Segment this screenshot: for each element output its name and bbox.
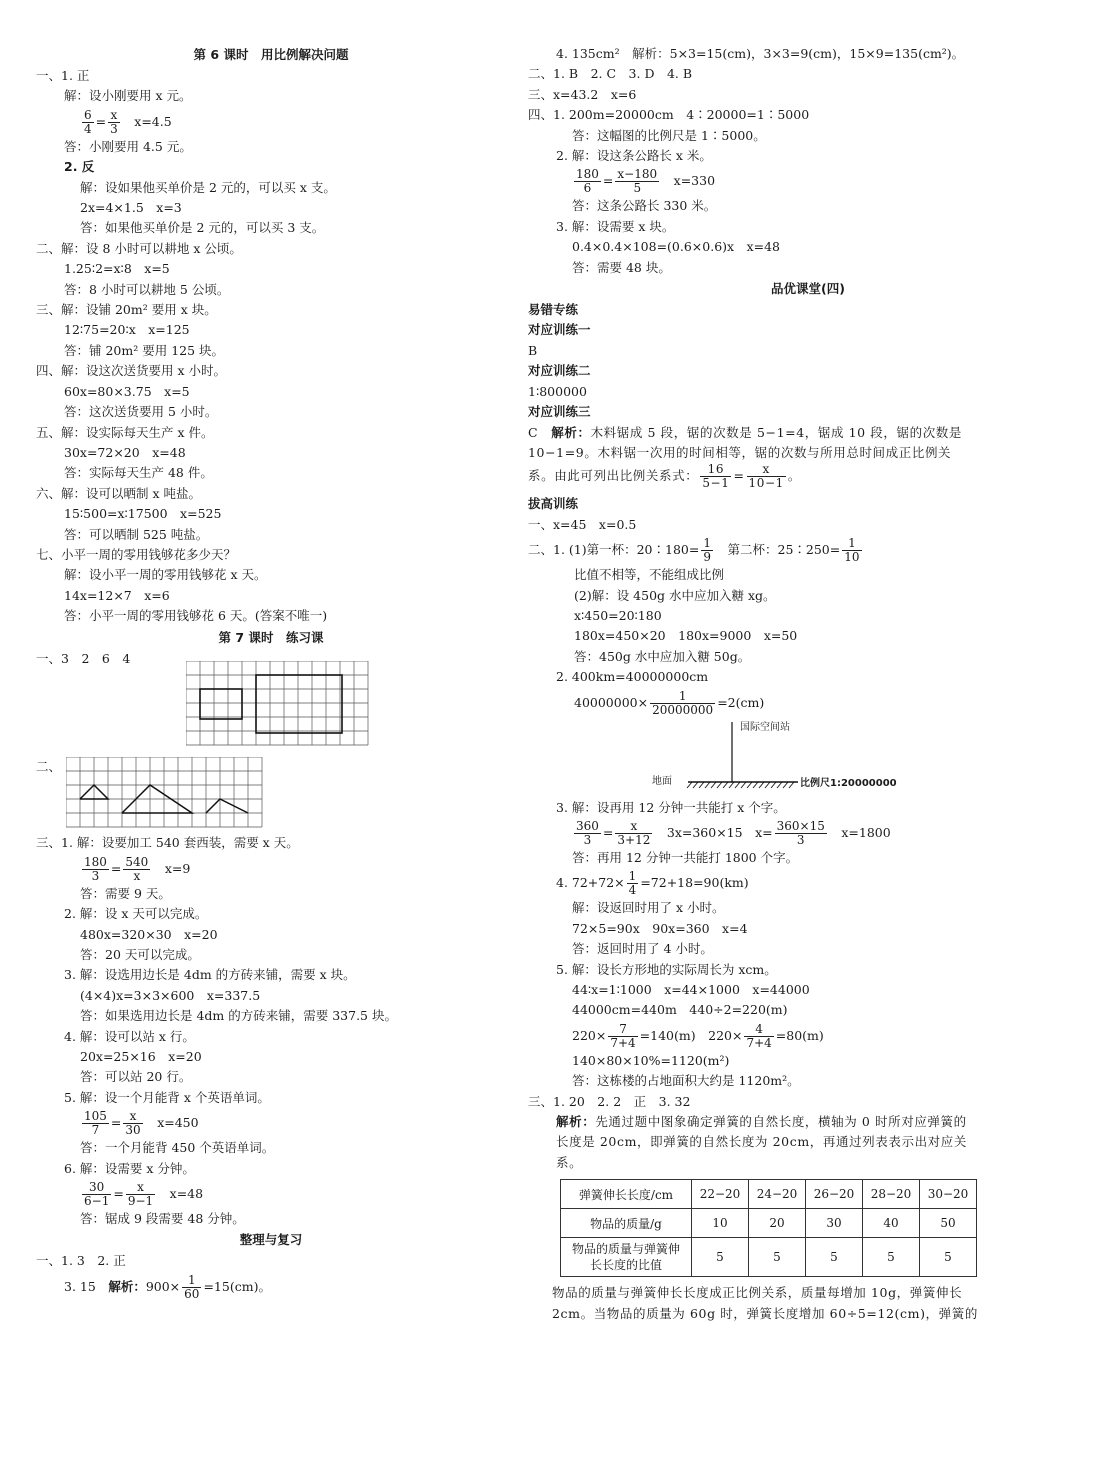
- table-cell: 28−20: [863, 1180, 920, 1209]
- answer-line: 三、1. 20 2. 2 正 3. 32: [528, 1093, 691, 1109]
- explanation-paragraph: 解析：先通过题中图象确定弹簧的自然长度，横轴为 0 时所对应弹簧的长度是 20cm，即弹簧的自然长度为 20cm，再通过列表表示出对应关系。: [556, 1114, 967, 1170]
- table-cell: 5: [920, 1238, 977, 1277]
- table-cell: 30−20: [920, 1180, 977, 1209]
- subsection-title: 对应训练三: [528, 404, 591, 420]
- table-cell: 5: [749, 1238, 806, 1277]
- answer-line: 二、解：设 8 小时可以耕地 x 公顷。: [36, 240, 242, 256]
- answer-line: 6. 解：设需要 x 分钟。: [64, 1160, 195, 1176]
- answer-line: 答：这幅图的比例尺是 1∶5000。: [572, 127, 766, 143]
- fraction: $\frac{16}{5-1}$: [702, 462, 730, 491]
- table-cell: 10: [692, 1209, 749, 1238]
- answer-line: 4. 解：设可以站 x 行。: [64, 1028, 195, 1044]
- fraction: $\frac{1}{60}$: [184, 1272, 200, 1301]
- table-cell: 50: [920, 1209, 977, 1238]
- answer-line: 一、3 2 6 4: [36, 650, 131, 666]
- answer-line: 答：需要 9 天。: [80, 885, 171, 901]
- answer-line: 140×80×10%=1120(m²): [572, 1052, 730, 1068]
- table-cell: 物品的质量/g: [561, 1209, 692, 1238]
- answer-line: 480x=320×30 x=20: [80, 926, 218, 942]
- answer-line: 72×5=90x 90x=360 x=4: [572, 920, 748, 936]
- table-cell: 22−20: [692, 1180, 749, 1209]
- table-row: [561, 1238, 977, 1277]
- table-cell: 20: [749, 1209, 806, 1238]
- subsection-title: 对应训练二: [528, 363, 591, 379]
- answer-line: 六、解：设可以晒制 x 吨盐。: [36, 485, 201, 501]
- answer-line: 答：再用 12 分钟一共能打 1800 个字。: [572, 849, 799, 865]
- table-cell: 24−20: [749, 1180, 806, 1209]
- answer-line: 答：可以站 20 行。: [80, 1069, 192, 1085]
- fraction: $\frac{1}{20000000}$: [652, 688, 714, 717]
- fraction: $\frac{540}{x}$: [125, 854, 149, 883]
- fraction: $\frac{x-180}{5}$: [617, 167, 658, 196]
- answer-line: 答：如果他买单价是 2 元的，可以买 3 支。: [80, 220, 325, 236]
- table-cell: 26−20: [806, 1180, 863, 1209]
- grid-figure-triangles: [66, 757, 506, 829]
- answer-line: 四、解：设这次送货要用 x 小时。: [36, 363, 226, 379]
- answer-line: 2x=4×1.5 x=3: [80, 200, 182, 216]
- section-title-review: 整理与复习: [239, 1232, 303, 1248]
- answer-line: 2. 反: [64, 159, 95, 175]
- answer-line: 五、解：设实际每天生产 x 件。: [36, 424, 214, 440]
- answer-line: 40000000× $\frac{1}{20000000}$ =2(cm): [574, 688, 765, 717]
- answer-line: 3. 解：设需要 x 块。: [556, 218, 675, 234]
- spring-data-table: [560, 1179, 977, 1277]
- answer-line: 3. 解：设再用 12 分钟一共能打 x 个字。: [556, 799, 786, 815]
- answer-line: 二、1. (1)第一杯：20∶180= $\frac{1}{9}$ 第二杯：25∶250= $\frac{1}{10}$: [528, 536, 860, 565]
- explanation-paragraph: 物品的质量与弹簧伸长长度成正比例关系，质量每增加 10g，弹簧伸长 2cm。当物品的质量为 60g 时，弹簧长度增加 60÷5=12(cm)，弹簧的: [552, 1285, 978, 1321]
- grid-diagram: [186, 661, 372, 753]
- fraction-equation: $\frac{360}{3}$ = $\frac{x}{3+12}$ 3x=360×15 x= $\frac{360\times 15}{3}$ x=1800: [576, 818, 891, 847]
- table-row: [561, 1209, 977, 1238]
- answer-line: 一、1. 3 2. 正: [36, 1253, 126, 1269]
- answer-line: 解：设小平一周的零用钱够花 x 天。: [64, 567, 267, 583]
- table-cell: 物品的质量与弹簧伸长长度的比值: [561, 1238, 692, 1277]
- answer-line: 答：可以晒制 525 吨盐。: [64, 526, 209, 542]
- answer-line: 2. 解：设 x 天可以完成。: [64, 906, 208, 922]
- answer-line: 答：实际每天生产 48 件。: [64, 465, 213, 481]
- answer-line: 2. 400km=40000000cm: [556, 669, 709, 685]
- answer-line: 一、1. 正: [36, 68, 90, 83]
- answer-line: 三、解：设铺 20m² 要用 x 块。: [36, 302, 217, 318]
- table-cell: 5: [692, 1238, 749, 1277]
- answer-line: 答：20 天可以完成。: [80, 947, 200, 962]
- fraction: $\frac{x}{10-1}$: [748, 462, 784, 491]
- answer-line: 答：需要 48 块。: [572, 259, 671, 275]
- fraction: $\frac{1}{4}$: [628, 869, 637, 898]
- answer-line: 答：如果选用边长是 4dm 的方砖来铺，需要 337.5 块。: [80, 1008, 397, 1024]
- answer-line: 5. 解：设一个月能背 x 个英语单词。: [64, 1089, 270, 1105]
- answer-line: 20x=25×16 x=20: [80, 1049, 202, 1065]
- answer-line: 二、: [36, 758, 62, 774]
- table-cell: 5: [806, 1238, 863, 1277]
- section-title-lesson7: 第 7 课时 练习课: [218, 629, 324, 645]
- fraction: $\frac{7}{7+4}$: [610, 1021, 636, 1050]
- fraction-equation: $\frac{105}{7}$ = $\frac{x}{30}$ x=450: [84, 1109, 199, 1138]
- section-title-lesson6: 第 6 课时 用比例解决问题: [193, 47, 349, 62]
- answer-line: 答：返回时用了 4 小时。: [572, 941, 713, 957]
- answer-line: 答：8 小时可以耕地 5 公顷。: [64, 281, 230, 297]
- fraction: $\frac{x}{3+12}$: [617, 818, 651, 847]
- answer-line: 4. 135cm² 解析：5×3=15(cm)，3×3=9(cm)，15×9=135(cm²)。: [556, 46, 965, 61]
- answer-line: (2)解：设 450g 水中应加入糖 xg。: [574, 587, 776, 603]
- table-cell: 40: [863, 1209, 920, 1238]
- answer-line: 44000cm=440m 440÷2=220(m): [572, 1002, 788, 1018]
- grid-diagram: [66, 757, 266, 829]
- fraction-equation: $\frac{30}{6-1}$ = $\frac{x}{9-1}$ x=48: [84, 1180, 204, 1209]
- fraction: $\frac{1}{9}$: [703, 536, 711, 565]
- answer-line: 答：450g 水中应加入糖 50g。: [574, 648, 751, 664]
- fraction: $\frac{30}{6-1}$: [84, 1180, 110, 1209]
- answer-line: 答：锯成 9 段需要 48 分钟。: [80, 1211, 245, 1227]
- fraction: $\frac{180}{3}$: [84, 854, 107, 883]
- scale-label: 比例尺1:20000000: [800, 777, 897, 789]
- answer-line: 解：设小刚要用 x 元。: [64, 88, 192, 104]
- answer-line: 44∶x=1∶1000 x=44×1000 x=44000: [572, 982, 810, 997]
- answer-line: 15∶500=x∶17500 x=525: [64, 506, 222, 522]
- subsection-title: 易错专练: [528, 302, 579, 318]
- answer-line: 答：一个月能背 450 个英语单词。: [80, 1140, 275, 1156]
- fraction: $\frac{4}{7+4}$: [746, 1021, 772, 1050]
- section-title-pinyou: 品优课堂(四): [771, 281, 845, 297]
- answer-line: 1∶800000: [528, 383, 587, 399]
- answer-line: 一、x=45 x=0.5: [528, 516, 637, 532]
- answer-line: 答：小刚要用 4.5 元。: [64, 138, 192, 154]
- answer-line: 220× $\frac{7}{7+4}$ =140(m) 220× $\frac{4}{7+4}$ =80(m): [572, 1021, 824, 1050]
- answer-line: 30x=72×20 x=48: [64, 444, 186, 460]
- answer-line: 12∶75=20∶x x=125: [64, 322, 190, 338]
- answer-line: 60x=80×3.75 x=5: [64, 383, 190, 399]
- fraction: $\frac{360}{3}$: [576, 818, 599, 847]
- answer-line: 解：设如果他买单价是 2 元的，可以买 x 支。: [80, 179, 336, 195]
- answer-line: 三、x=43.2 x=6: [528, 86, 637, 102]
- subsection-title: 拔高训练: [528, 496, 579, 512]
- fraction: $\frac{x}{9-1}$: [127, 1180, 154, 1209]
- grid-figure-rectangles: [186, 661, 506, 753]
- answer-line: 4. 72+72× $\frac{1}{4}$ =72+18=90(km): [556, 869, 749, 898]
- table-cell: 30: [806, 1209, 863, 1238]
- space-station-diagram: [648, 718, 1088, 798]
- fraction: $\frac{6}{4}$: [84, 107, 92, 136]
- answer-line: 二、1. B 2. C 3. D 4. B: [528, 66, 693, 82]
- table-cell: 弹簧伸长长度/cm: [561, 1180, 692, 1209]
- station-label: 国际空间站: [740, 721, 790, 733]
- fraction-equation: $\frac{180}{6}$ = $\frac{x-180}{5}$ x=330: [576, 167, 716, 196]
- answer-line: 答：这次送货要用 5 小时。: [64, 404, 218, 420]
- fraction: $\frac{180}{6}$: [576, 167, 599, 196]
- answer-line: 答：这条公路长 330 米。: [572, 198, 717, 214]
- answer-line: 180x=450×20 180x=9000 x=50: [574, 628, 798, 644]
- left-column: [36, 44, 506, 1302]
- table-row: [561, 1180, 977, 1209]
- answer-line: 解：设返回时用了 x 小时。: [572, 900, 725, 916]
- answer-line: (4×4)x=3×3×600 x=337.5: [80, 987, 261, 1003]
- answer-line: 答：小平一周的零用钱够花 6 天。(答案不唯一): [64, 608, 328, 624]
- answer-line: 比值不相等，不能组成比例: [574, 567, 725, 583]
- answer-line: 答：这栋楼的占地面积大约是 1120m²。: [572, 1073, 800, 1089]
- ground-label: 地面: [652, 775, 672, 787]
- answer-line: 三、1. 解：设要加工 540 套西装，需要 x 天。: [36, 835, 299, 851]
- fraction: $\frac{1}{10}$: [844, 536, 860, 565]
- answer-line: B: [528, 342, 538, 358]
- fraction: $\frac{360\times 15}{3}$: [776, 818, 825, 847]
- answer-line: 1.25∶2=x∶8 x=5: [64, 261, 170, 277]
- answer-line: 5. 解：设长方形地的实际周长为 xcm。: [556, 961, 777, 977]
- fraction: $\frac{x}{30}$: [125, 1109, 141, 1138]
- answer-line: 七、小平一周的零用钱够花多少天？: [36, 546, 237, 562]
- fraction-equation: $\frac{6}{4}$ = $\frac{x}{3}$ x=4.5: [84, 107, 172, 136]
- fraction: $\frac{105}{7}$: [84, 1109, 107, 1138]
- answer-line: 四、1. 200m=20000cm 4∶20000=1∶5000: [528, 107, 810, 123]
- subsection-title: 对应训练一: [528, 322, 591, 338]
- answer-line: 3. 15 解析：900× $\frac{1}{60}$ =15(cm)。: [64, 1272, 271, 1301]
- answer-line: 2. 解：设这条公路长 x 米。: [556, 148, 712, 164]
- fraction-equation: $\frac{180}{3}$ = $\frac{540}{x}$ x=9: [84, 854, 191, 883]
- fraction: $\frac{x}{3}$: [110, 107, 118, 136]
- answer-line: 14x=12×7 x=6: [64, 587, 170, 603]
- right-column: [528, 44, 1088, 1324]
- table-cell: 5: [863, 1238, 920, 1277]
- answer-line: 0.4×0.4×108=(0.6×0.6)x x=48: [572, 239, 781, 255]
- answer-line: 3. 解：设选用边长是 4dm 的方砖来铺，需要 x 块。: [64, 967, 356, 983]
- explanation-paragraph: C 解析：木料锯成 5 段，锯的次数是 5−1=4，锯成 10 段，锯的次数是 10−1=9。木料锯一次用的时间相等，锯的次数与所用总时间成正比例关系。由此可列出比例关系式： $\frac{16}{5-1}$ = $\frac{x}{10-1}$ 。: [528, 424, 963, 491]
- answer-line: 答：铺 20m² 要用 125 块。: [64, 342, 225, 358]
- answer-line: x∶450=20∶180: [574, 607, 662, 623]
